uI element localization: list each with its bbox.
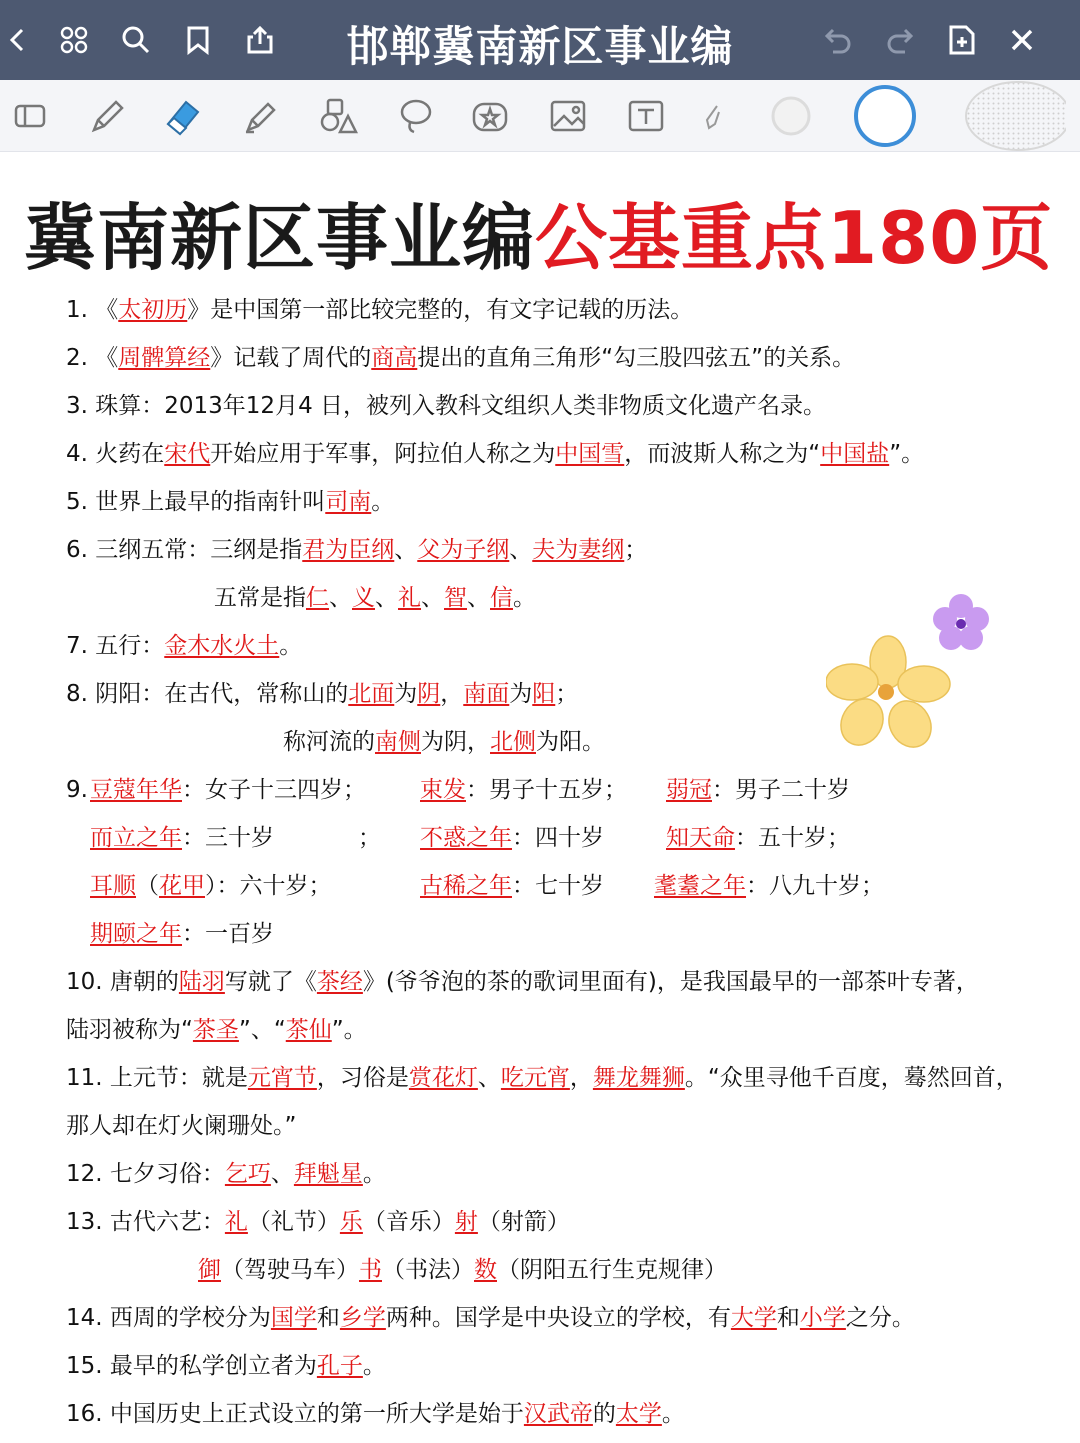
list-item-3 xyxy=(66,391,826,421)
age-term xyxy=(666,823,850,853)
text-span: 的 xyxy=(592,1401,616,1427)
keyword: 陆羽 xyxy=(178,969,225,995)
text-span: ； xyxy=(555,681,579,707)
list-item-5 xyxy=(66,487,394,517)
text-span: 1. xyxy=(66,297,88,323)
text-span: 中国历史上正式设立的第一所大学是始于 xyxy=(109,1401,524,1427)
text-span: 、 xyxy=(329,585,352,611)
list-item-9-number xyxy=(66,775,88,805)
text-span: 3. xyxy=(66,393,88,419)
text-span: 最早的私学创立者为 xyxy=(109,1353,317,1379)
age-term xyxy=(420,871,604,901)
text-span: 之分。 xyxy=(845,1305,915,1331)
list-item-11-cont xyxy=(66,1111,296,1141)
keyword: 茶仙 xyxy=(285,1017,332,1043)
eraser-icon[interactable] xyxy=(160,94,204,138)
text-span: 14. xyxy=(66,1305,103,1331)
text-span: ，而波斯人称之为“ xyxy=(624,441,821,467)
keyword: 阳 xyxy=(532,681,556,707)
text-span: 珠算：2013年12月4 日，被列入教科文组织人类非物质文化遗产名录。 xyxy=(95,393,827,419)
text-span: 11. xyxy=(66,1065,103,1091)
text-span: ，习俗是 xyxy=(316,1065,409,1091)
keyword: 茶经 xyxy=(316,969,363,995)
age-term xyxy=(666,775,850,805)
laser-icon[interactable] xyxy=(690,94,734,138)
list-item-8 xyxy=(66,679,578,709)
keyword: 舞龙舞狮 xyxy=(592,1065,685,1091)
text-span: ：男子二十岁 xyxy=(712,777,850,803)
text-span: 、 xyxy=(509,537,533,563)
list-item-12 xyxy=(66,1159,386,1189)
keyword: 元宵节 xyxy=(247,1065,317,1091)
keyword: 君为臣纲 xyxy=(302,537,395,563)
age-term xyxy=(654,871,884,901)
text-span: 16. xyxy=(66,1401,103,1427)
keyword: 乞巧 xyxy=(224,1161,271,1187)
search-icon[interactable] xyxy=(118,22,154,58)
list-item-10 xyxy=(66,967,979,997)
text-span: ：四十岁 xyxy=(512,825,604,851)
text-span: （阴阳五行生克规律） xyxy=(497,1257,727,1283)
keyword: 乡学 xyxy=(339,1305,386,1331)
age-term xyxy=(90,919,274,949)
image-icon[interactable] xyxy=(546,94,590,138)
list-item-4 xyxy=(66,439,924,469)
text-span: 七夕习俗： xyxy=(109,1161,225,1187)
text-icon[interactable] xyxy=(624,94,668,138)
text-span: ：五十岁； xyxy=(735,825,850,851)
keyword: 父为子纲 xyxy=(417,537,510,563)
text-span: 12. xyxy=(66,1161,103,1187)
text-span: 那人却在灯火阑珊处。” xyxy=(66,1113,297,1139)
keyword: 乐 xyxy=(339,1209,363,1235)
pen-icon[interactable] xyxy=(86,94,130,138)
text-span: ）：六十岁； xyxy=(205,873,332,899)
keyword: 书 xyxy=(359,1257,382,1283)
list-item-7 xyxy=(66,631,302,661)
keyword: 不惑之年 xyxy=(420,825,512,851)
list-item-14 xyxy=(66,1303,915,1333)
text-span: ”、“ xyxy=(238,1017,286,1043)
text-span: ：八九十岁； xyxy=(746,873,884,899)
text-span: 阴阳：在古代，常称山的 xyxy=(95,681,349,707)
text-span: 《 xyxy=(95,345,119,371)
text-span: 13. xyxy=(66,1209,103,1235)
keyword: 数 xyxy=(474,1257,497,1283)
text-span: 陆羽被称为“ xyxy=(66,1017,193,1043)
keyword: 夫为妻纲 xyxy=(532,537,625,563)
text-span: 。 xyxy=(513,585,536,611)
keyword: 知天命 xyxy=(666,825,735,851)
keyword: 礼 xyxy=(398,585,421,611)
keyword: 仁 xyxy=(306,585,329,611)
text-span: ； xyxy=(624,537,648,563)
keyword: 茶圣 xyxy=(192,1017,239,1043)
list-item-13 xyxy=(66,1207,570,1237)
keyword: 北侧 xyxy=(490,729,536,755)
shapes-icon[interactable] xyxy=(316,94,360,138)
highlighter-icon[interactable] xyxy=(238,94,282,138)
page-heading xyxy=(24,180,1053,284)
keyword: 古稀之年 xyxy=(420,873,512,899)
text-span: 两种。国学是中央设立的学校，有 xyxy=(385,1305,731,1331)
text-span: ：一百岁 xyxy=(182,921,274,947)
keyword: 宋代 xyxy=(164,441,211,467)
keyword: 小学 xyxy=(799,1305,846,1331)
text-span: 8. xyxy=(66,681,88,707)
keyword: 商高 xyxy=(371,345,418,371)
keyword: 豆蔻年华 xyxy=(90,777,182,803)
list-item-16 xyxy=(66,1399,685,1429)
text-span: ； xyxy=(358,825,381,851)
keyword: 金木水火土 xyxy=(164,633,280,659)
keyword: 射 xyxy=(454,1209,478,1235)
text-span: 、 xyxy=(270,1161,294,1187)
text-span: 。 xyxy=(362,1353,386,1379)
text-span: 称河流的 xyxy=(283,729,375,755)
color-swatch-gray[interactable] xyxy=(766,91,816,141)
text-span: 。 xyxy=(362,1161,386,1187)
text-span: 为 xyxy=(509,681,533,707)
age-term xyxy=(90,775,366,805)
text-span: 。 xyxy=(661,1401,685,1427)
redo-icon[interactable] xyxy=(882,22,918,58)
text-span: 写就了《 xyxy=(224,969,317,995)
text-span: （射箭） xyxy=(477,1209,570,1235)
top-app-bar xyxy=(0,0,1080,80)
color-swatch-selected[interactable] xyxy=(852,83,918,149)
text-span: 西周的学校分为 xyxy=(109,1305,271,1331)
text-span: 。 xyxy=(279,633,303,659)
text-span: （驾驶马车） xyxy=(221,1257,359,1283)
keyword: 汉武帝 xyxy=(523,1401,593,1427)
keyword: 而立之年 xyxy=(90,825,182,851)
text-span: 、 xyxy=(467,585,490,611)
text-span: 和 xyxy=(776,1305,800,1331)
list-item-10-cont xyxy=(66,1015,367,1045)
keyword: 国学 xyxy=(270,1305,317,1331)
list-item-15 xyxy=(66,1351,386,1381)
share-icon[interactable] xyxy=(242,22,278,58)
text-span: 》(爷爷泡的茶的歌词里面有)，是我国最早的一部茶叶专著， xyxy=(362,969,979,995)
age-term xyxy=(90,871,332,901)
text-span: ：女子十三四岁； xyxy=(182,777,366,803)
text-span: （音乐） xyxy=(362,1209,455,1235)
lasso-icon[interactable] xyxy=(394,94,438,138)
text-span: 、 xyxy=(394,537,418,563)
keyword: 信 xyxy=(490,585,513,611)
text-span: ：七十岁 xyxy=(512,873,604,899)
keyword: 弱冠 xyxy=(666,777,712,803)
list-item-8-cont xyxy=(283,727,605,757)
text-span: 4. xyxy=(66,441,88,467)
keyword: 耄耋之年 xyxy=(654,873,746,899)
text-span: （礼节） xyxy=(247,1209,340,1235)
heading-black: 冀南新区事业编 xyxy=(24,196,536,280)
age-term xyxy=(420,775,627,805)
back-icon[interactable] xyxy=(0,22,36,58)
close-icon[interactable] xyxy=(1004,22,1040,58)
age-term xyxy=(420,823,604,853)
keyword: 御 xyxy=(198,1257,221,1283)
text-span: 古代六艺： xyxy=(109,1209,225,1235)
keyword: 中国雪 xyxy=(555,441,625,467)
list-item-2 xyxy=(66,343,855,373)
yellow-flower-icon xyxy=(826,632,956,752)
keyword: 北面 xyxy=(348,681,395,707)
text-span: 。 xyxy=(371,489,395,515)
keyword: 期颐之年 xyxy=(90,921,182,947)
keyword: 太初历 xyxy=(118,297,188,323)
keyword: 太学 xyxy=(615,1401,662,1427)
keyword: 周髀算经 xyxy=(118,345,211,371)
keyword: 义 xyxy=(352,585,375,611)
text-span: 开始应用于军事，阿拉伯人称之为 xyxy=(210,441,556,467)
keyword: 司南 xyxy=(325,489,372,515)
list-item-6-cont xyxy=(214,583,536,613)
keyword: 花甲 xyxy=(159,873,205,899)
text-span: 5. xyxy=(66,489,88,515)
text-span: ：三十岁 xyxy=(182,825,274,851)
keyword: 中国盐 xyxy=(820,441,890,467)
list-item-13-cont xyxy=(198,1255,727,1285)
text-span: 、 xyxy=(375,585,398,611)
text-span: 15. xyxy=(66,1353,103,1379)
sticker-icon[interactable] xyxy=(468,94,512,138)
text-span: （书法） xyxy=(382,1257,474,1283)
text-span: 火药在 xyxy=(95,441,165,467)
text-span: 7. xyxy=(66,633,88,659)
text-span: ”。 xyxy=(331,1017,367,1043)
text-span: 五行： xyxy=(95,633,165,659)
list-item-6 xyxy=(66,535,647,565)
text-span: 三纲五常：三纲是指 xyxy=(95,537,303,563)
text-span: 提出的直角三角形“勾三股四弦五”的关系。 xyxy=(417,345,856,371)
age-term xyxy=(90,823,274,853)
text-span: 唐朝的 xyxy=(109,969,179,995)
keyword: 耳顺 xyxy=(90,873,136,899)
layers-icon[interactable] xyxy=(8,94,52,138)
keyword: 孔子 xyxy=(316,1353,363,1379)
document-page xyxy=(0,152,1080,1443)
text-span: 2. xyxy=(66,345,88,371)
text-span: 10. xyxy=(66,969,103,995)
text-span: 世界上最早的指南针叫 xyxy=(95,489,326,515)
document-title: 邯郸冀南新区事业编 xyxy=(346,22,734,71)
text-span: 》记载了周代的 xyxy=(210,345,372,371)
text-span: ， xyxy=(569,1065,593,1091)
text-span: ”。 xyxy=(889,441,925,467)
text-span: 》是中国第一部比较完整的，有文字记载的历法。 xyxy=(187,297,694,323)
keyword: 南面 xyxy=(463,681,510,707)
separator xyxy=(358,823,381,853)
text-span: 为阳。 xyxy=(536,729,605,755)
heading-red: 公基重点180页 xyxy=(535,196,1054,280)
undo-icon[interactable] xyxy=(820,22,856,58)
text-span: 五常是指 xyxy=(214,585,306,611)
text-span: 为 xyxy=(394,681,418,707)
keyword: 阴 xyxy=(417,681,441,707)
text-span: 和 xyxy=(316,1305,340,1331)
color-swatch-dots[interactable] xyxy=(956,81,1066,151)
keyword: 智 xyxy=(444,585,467,611)
keyword: 吃元宵 xyxy=(500,1065,570,1091)
grid-icon[interactable] xyxy=(56,22,92,58)
text-span: 9. xyxy=(66,777,88,803)
text-span: 、 xyxy=(477,1065,501,1091)
bookmark-icon[interactable] xyxy=(180,22,216,58)
keyword: 束发 xyxy=(420,777,466,803)
keyword: 大学 xyxy=(730,1305,777,1331)
text-span: 为阴， xyxy=(421,729,490,755)
text-span: 6. xyxy=(66,537,88,563)
text-span: （ xyxy=(136,873,159,899)
list-item-1 xyxy=(66,295,693,325)
text-span: 上元节：就是 xyxy=(109,1065,248,1091)
text-span: 《 xyxy=(95,297,119,323)
text-span: ， xyxy=(440,681,464,707)
text-span: 、 xyxy=(421,585,444,611)
text-span: ：男子十五岁； xyxy=(466,777,627,803)
text-span: 。“众里寻他千百度，蓦然回首， xyxy=(684,1065,1019,1091)
drawing-toolbar xyxy=(0,80,1080,152)
add-page-icon[interactable] xyxy=(944,22,980,58)
keyword: 南侧 xyxy=(375,729,421,755)
keyword: 拜魁星 xyxy=(293,1161,363,1187)
list-item-11 xyxy=(66,1063,1019,1093)
keyword: 赏花灯 xyxy=(408,1065,478,1091)
keyword: 礼 xyxy=(224,1209,248,1235)
